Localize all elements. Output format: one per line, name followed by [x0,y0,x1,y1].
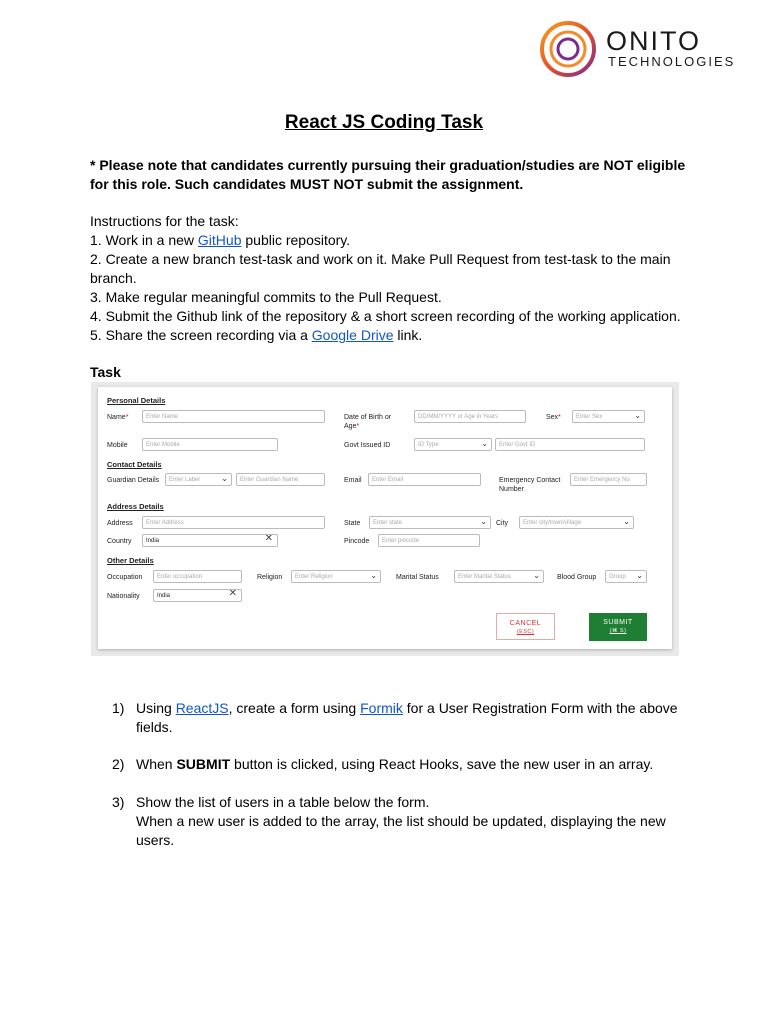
label-pincode: Pincode [344,538,370,545]
city-select[interactable] [519,516,634,529]
section-other: Other Details [107,556,154,565]
sex-select[interactable] [572,410,645,423]
id-type-select[interactable] [414,438,492,451]
guardian-label-placeholder: Enter Label [169,477,200,483]
dob-input[interactable]: DD/MM/YYYY or Age in Years [414,410,526,423]
nationality-select[interactable] [153,589,242,602]
blood-group-select[interactable] [605,570,647,583]
instructions-heading: Instructions for the task: [90,213,239,229]
form-screenshot [91,382,679,656]
id-type-placeholder: ID Type [418,442,439,448]
task-heading: Task [90,364,121,380]
nationality-value: India [157,593,171,599]
label-dob [344,413,391,431]
chevron-down-icon: ⌄ [636,571,643,580]
address-input[interactable]: Enter Address [142,516,325,529]
label-sex [546,413,561,422]
label-email: Email [344,477,362,484]
r2-post: button is clicked, using React Hooks, save the new user in an array. [230,756,654,772]
label-nationality: Nationality [107,593,140,600]
chevron-down-icon: ⌄ [623,517,630,526]
submit-label: SUBMIT [603,619,633,626]
label-dob-text-2: Age [344,423,357,430]
cancel-label: CANCEL [509,620,542,627]
label-sex-text: Sex [546,414,559,421]
label-emergency-text: Emergency Contact [499,477,561,484]
label-religion: Religion [257,574,283,581]
cancel-shortcut: (ESC) [516,629,535,635]
label-city: City [496,520,509,527]
label-guardian: Guardian Details [107,477,160,484]
country-value: India [146,538,160,544]
reactjs-link[interactable]: ReactJS [175,700,229,716]
label-name [107,413,128,422]
state-placeholder: Enter state [373,520,403,526]
submit-button[interactable] [589,613,647,641]
logo-brand: ONITO [606,26,702,56]
name-input[interactable]: Enter Name [142,410,325,423]
registration-form [98,387,672,649]
occupation-input[interactable]: Enter occupation [153,570,242,583]
instruction-1-pre: 1. Work in a new [90,232,198,248]
label-mobile: Mobile [107,442,128,449]
section-personal: Personal Details [107,396,166,405]
r2-bold: SUBMIT [176,756,231,772]
section-contact: Contact Details [107,460,162,469]
instruction-4: 4. Submit the Github link of the repository & a short screen recording of the working application. [90,308,681,324]
submit-shortcut: (⌘ S) [609,628,627,634]
label-blood: Blood Group [557,574,597,581]
instruction-5 [90,326,690,345]
chevron-down-icon: ⌄ [481,439,488,448]
r3-line1: Show the list of users in a table below the form. [136,794,430,810]
requirement-1-text [136,699,682,737]
formik-link[interactable]: Formik [360,700,403,716]
label-country: Country [107,538,132,545]
page-title: React JS Coding Task [284,112,484,133]
instruction-1 [90,231,690,250]
onito-logo-icon [536,16,600,80]
sex-placeholder: Enter Sex [576,414,603,420]
requirement-3-text [136,793,682,850]
instructions [90,212,690,345]
cancel-button[interactable] [496,613,555,640]
mobile-input[interactable]: Enter Mobile [142,438,278,451]
label-govt-id: Govt Issued ID [344,442,391,449]
requirement-2-number: 2) [112,756,125,772]
r3-line2: When a new user is added to the array, the list should be updated, displaying the new users. [136,813,666,848]
required-mark: * [558,414,561,421]
eligibility-note: * Please note that candidates currently pursuing their graduation/studies are NOT eligible for this role. Such candidates MUST NOT submit the assignment. [90,157,686,192]
google-drive-link[interactable]: Google Drive [311,327,394,343]
label-state: State [344,520,361,527]
country-select[interactable] [142,534,278,547]
instruction-5-pre: 5. Share the screen recording via a [90,327,312,343]
required-mark: * [125,414,129,421]
requirement-1-number: 1) [112,700,125,716]
label-occupation: Occupation [107,574,143,581]
govt-id-input[interactable]: Enter Govt ID [495,438,645,451]
state-select[interactable] [369,516,491,529]
email-input[interactable]: Enter Email [368,473,481,486]
religion-select[interactable] [291,570,381,583]
r2-pre: When [136,756,177,772]
blood-placeholder: Group [609,574,626,580]
r1-post: for a User Registration Form with the above fields. [136,700,678,735]
onito-logo [536,16,756,80]
requirement-3-number: 3) [112,794,125,810]
chevron-down-icon: ⌄ [634,411,641,420]
guardian-name-input[interactable]: Enter Guardian Name [236,473,325,486]
clear-icon[interactable]: ✕ [228,589,237,599]
label-address: Address [107,520,133,527]
section-address: Address Details [107,502,164,511]
requirement-2-text [136,755,682,774]
instruction-1-post: public repository. [241,232,351,248]
guardian-label-select[interactable] [165,473,232,486]
chevron-down-icon: ⌄ [370,571,377,580]
label-marital: Marital Status [396,574,439,581]
logo-subtitle: TECHNOLOGIES [608,54,736,69]
marital-select[interactable] [454,570,544,583]
required-mark: * [356,423,360,430]
city-placeholder: Enter city/town/village [523,520,582,526]
chevron-down-icon: ⌄ [221,474,228,483]
r1-mid: , create a form using [228,700,361,716]
chevron-down-icon: ⌄ [533,571,540,580]
religion-placeholder: Enter Religion [295,574,333,580]
instruction-5-post: link. [393,327,423,343]
r1-pre: Using [136,700,176,716]
clear-icon[interactable]: ✕ [264,534,273,544]
label-emergency [499,476,560,494]
chevron-down-icon: ⌄ [480,517,487,526]
label-name-text: Name [107,414,126,421]
marital-placeholder: Enter Marital Status [458,574,511,580]
pincode-input[interactable]: Enter pincode [378,534,480,547]
instruction-3: 3. Make regular meaningful commits to the Pull Request. [90,289,442,305]
emergency-input[interactable]: Enter Emergency No [570,473,647,486]
label-emergency-text-2: Number [499,486,524,493]
github-link[interactable]: GitHub [197,232,242,248]
label-dob-text: Date of Birth or [344,414,392,421]
instruction-2: 2. Create a new branch test-task and work on it. Make Pull Request from test-task to the main branch. [90,251,671,286]
